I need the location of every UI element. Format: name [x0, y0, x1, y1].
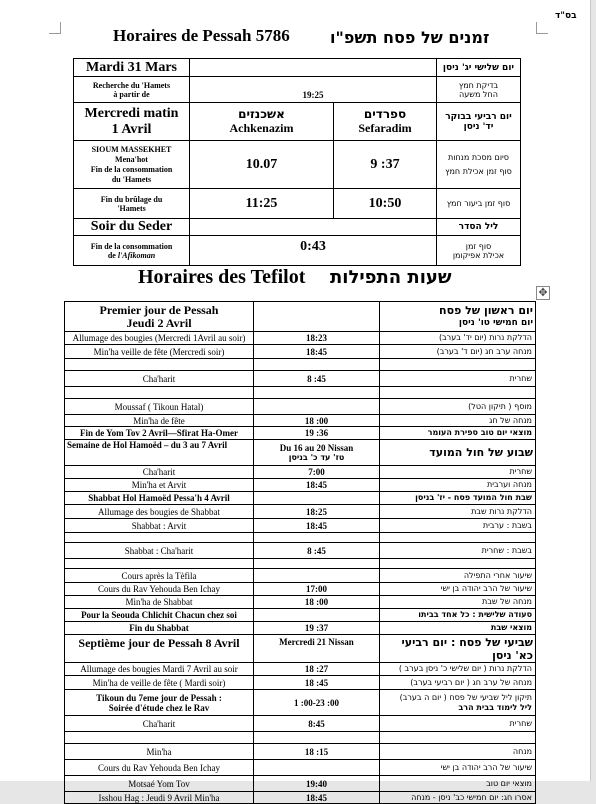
row-label-fr: Shabbat : Arvit [65, 519, 254, 533]
burning-fr: Fin du brûlage du 'Hamets [74, 189, 190, 219]
table-row [65, 345, 536, 359]
row-label-he: מנחה ערב חג (יום ד' בערב) [380, 345, 536, 359]
page-title-he: זמנים של פסח תשפ"ו [330, 28, 490, 47]
row-label-he: שיעור של הרב יהודה בן ישי [380, 760, 536, 776]
table-row [65, 505, 536, 519]
row-label-fr: Motsaé Yom Tov [65, 776, 254, 792]
row-time [254, 609, 380, 622]
hamets-search-fr: Recherche du 'Hamets à partir de [74, 77, 190, 103]
row-label-he: מנחה וערבית [380, 479, 536, 492]
row-label-fr: Min'ha de fête [65, 415, 254, 427]
row-label-he: הדלקת נרות ( יום שלישי כ' ניסן בערב ) [380, 663, 536, 676]
row-label-he [380, 559, 536, 569]
row-time: 18:25 [254, 505, 380, 519]
row-label-fr [65, 559, 254, 569]
row-label-fr [65, 359, 254, 371]
table-row [74, 77, 521, 103]
table-row [65, 466, 536, 479]
row-label-fr: Tikoun du 7eme jour de Pessah : Soirée d'étude chez le Rav [65, 690, 254, 716]
row-time [254, 387, 380, 399]
tefilot-table [64, 301, 536, 804]
row-label-fr: Min'ha et Arvit [65, 479, 254, 492]
row-time: 8 :45 [254, 371, 380, 387]
burning-ashk-time: 11:25 [190, 189, 334, 219]
row-label-fr: Allumage des bougies Mardi 7 Avril au soir [65, 663, 254, 676]
row-label-fr [65, 533, 254, 543]
first-day-rows [65, 332, 536, 440]
section-title-fr: Horaires des Tefilot [138, 266, 306, 288]
hol-hamoed-he: שבוע של חול המועד [380, 440, 536, 466]
section-title-he: שעות התפילות [330, 267, 452, 288]
section-header-row [65, 635, 536, 663]
hol-hamoed-dates: Du 16 au 20 Nissan טז' עד כ' בניסן [254, 440, 380, 466]
siyum-fr: SIOUM MASSEKHET Mena'hot Fin de la consommation du 'Hamets [74, 141, 190, 189]
row-label-he: מוצאי שבת [380, 622, 536, 635]
row-label-he: תיקון ליל שביעי של פסח ( יום ה בערב) ליל לימוד בבית הרב [380, 690, 536, 716]
table-row [65, 690, 536, 716]
row-label-he: מוצאי יום טוב ספירת העומר [380, 427, 536, 440]
row-time: 17:00 [254, 583, 380, 596]
row-time: 18:45 [254, 792, 380, 804]
row-time: 18:45 [254, 345, 380, 359]
table-row [65, 792, 536, 804]
row-label-fr [65, 732, 254, 744]
row-time: 18 :00 [254, 415, 380, 427]
row-label-he: סעודה שלישית : כל אחד בביתו [380, 609, 536, 622]
seventh-day-fr: Septième jour de Pessah 8 Avril [65, 635, 254, 663]
row-label-fr: Allumage des bougies de Shabbat [65, 505, 254, 519]
row-label-fr: Pour la Seouda Chlichit Chacun chez soi [65, 609, 254, 622]
table-row [65, 479, 536, 492]
table-row [65, 543, 536, 559]
row-time [254, 559, 380, 569]
siyum-ashk-time: 10.07 [190, 141, 334, 189]
row-label-he: מנחה [380, 744, 536, 760]
bsd-mark: בס"ד [555, 11, 577, 21]
row-time: 8:45 [254, 716, 380, 732]
table-row [65, 744, 536, 760]
day-fr: Mardi 31 Mars [74, 59, 190, 77]
wednesday-he: יום רביעי בבוקר יד' ניסן [437, 103, 521, 141]
seventh-day-he: שביעי של פסח : יום רביעי כא' ניסן [380, 635, 536, 663]
table-row [74, 189, 521, 219]
seventh-day-date: Mercredi 21 Nissan [254, 635, 380, 663]
row-label-fr: Allumage des bougies (Mercredi 1Avril au soir) [65, 332, 254, 345]
table-row [65, 427, 536, 440]
corner-crop-mark [536, 33, 548, 34]
row-label-he [380, 533, 536, 543]
hamets-search-time: 19:25 [190, 77, 437, 103]
row-label-fr: Min'ha de Shabbat [65, 596, 254, 609]
table-row [65, 596, 536, 609]
afikoman-he: סוף זמן אכילת אפיקומן [437, 236, 521, 266]
row-label-he: בשבת : ערבית [380, 519, 536, 533]
row-time [254, 492, 380, 505]
wednesday-fr: Mercredi matin 1 Avril [74, 103, 190, 141]
row-label-he: שבת חול המועד פסח - יז' בניסן [380, 492, 536, 505]
seder-fr: Soir du Seder [74, 219, 190, 236]
row-label-he: מנחה של חג [380, 415, 536, 427]
row-label-he: מנחה של ערב חג ( יום רביעי בערב) [380, 676, 536, 690]
row-label-fr: Cha'harit [65, 716, 254, 732]
table-row [65, 663, 536, 676]
first-day-fr: Premier jour de Pessah Jeudi 2 Avril [65, 302, 254, 332]
row-label-fr: Cours du Rav Yehouda Ben Ichay [65, 583, 254, 596]
table-row [74, 141, 521, 189]
afikoman-fr: Fin de la consommation de l'Afikoman [74, 236, 190, 266]
row-label-he: הדלקת נרות (יום יד' בערב) [380, 332, 536, 345]
row-time: 7:00 [254, 466, 380, 479]
row-label-he: שיעור אחרי התפילה [380, 569, 536, 583]
table-row [65, 716, 536, 732]
burning-he: סוף זמן ביעור חמץ [437, 189, 521, 219]
seder-he: ליל הסדר [437, 219, 521, 236]
first-day-he: יום ראשון של פסח יום חמישי טו' ניסן [380, 302, 536, 332]
row-label-fr: Fin de Yom Tov 2 Avril—Sfirat Ha-Omer [65, 427, 254, 440]
corner-crop-mark [49, 33, 61, 34]
sefaradim-header: ספרדים Sefaradim [334, 103, 437, 141]
row-label-fr: Cha'harit [65, 466, 254, 479]
row-label-he: מנחה של שבת [380, 596, 536, 609]
table-row [65, 399, 536, 415]
table-row [74, 103, 521, 141]
table-row [65, 519, 536, 533]
row-label-he: מוצאי יום טוב [380, 776, 536, 792]
row-time: 18 :45 [254, 676, 380, 690]
table-move-handle-icon[interactable]: ✥ [536, 286, 550, 300]
seventh-day-rows [65, 663, 536, 804]
row-time: 19:40 [254, 776, 380, 792]
row-time: 18:45 [254, 479, 380, 492]
page-title-fr: Horaires de Pessah 5786 [113, 26, 290, 45]
afikoman-time: 0:43 [190, 236, 437, 266]
row-label-fr: Shabbat Hol Hamoëd Pessa'h 4 Avril [65, 492, 254, 505]
table-row [74, 59, 521, 77]
row-label-he [380, 359, 536, 371]
burning-seph-time: 10:50 [334, 189, 437, 219]
row-label-fr: Moussaf ( Tikoun Hatal) [65, 399, 254, 415]
table-row [65, 676, 536, 690]
row-time: 8 :45 [254, 543, 380, 559]
row-label-fr: Fin du Shabbat [65, 622, 254, 635]
table-row [65, 776, 536, 792]
hol-hamoed-rows [65, 466, 536, 635]
siyum-seph-time: 9 :37 [334, 141, 437, 189]
table-row [65, 622, 536, 635]
table-row [65, 569, 536, 583]
section-header-row [65, 302, 536, 332]
table-row [65, 732, 536, 744]
row-time [254, 732, 380, 744]
row-label-he: מוסף ( תיקון הטל) [380, 399, 536, 415]
row-label-fr: Shabbat : Cha'harit [65, 543, 254, 559]
table-row [74, 236, 521, 266]
row-time: 18:23 [254, 332, 380, 345]
row-time [254, 533, 380, 543]
row-time [254, 399, 380, 415]
siyum-he: סיום מסכת מנחות סוף זמן אכילת חמץ [437, 141, 521, 189]
table-row [74, 219, 521, 236]
hamets-search-he: בדיקת חמץ החל משעה [437, 77, 521, 103]
section-header-row [65, 440, 536, 466]
row-time: 19 :36 [254, 427, 380, 440]
day-he: יום שלישי יג' ניסן [437, 59, 521, 77]
table-row [65, 332, 536, 345]
row-label-he: שיעור של הרב יהודה בן ישי [380, 583, 536, 596]
table-row [65, 371, 536, 387]
ashkenazim-header: אשכנזים Achkenazim [190, 103, 334, 141]
row-time: 1 :00-23 :00 [254, 690, 380, 716]
pessah-times-table [73, 58, 521, 266]
table-row [65, 559, 536, 569]
row-label-he: הדלקת נרות שבת [380, 505, 536, 519]
row-label-fr: Cha'harit [65, 371, 254, 387]
table-row [65, 760, 536, 776]
row-label-fr [65, 387, 254, 399]
row-label-he: שחרית [380, 716, 536, 732]
row-label-he: בשבת : שחרית [380, 543, 536, 559]
row-time: 18 :00 [254, 596, 380, 609]
table-row [65, 533, 536, 543]
row-time: 18 :15 [254, 744, 380, 760]
row-label-fr: Cours après la Tèfila [65, 569, 254, 583]
row-time: 18 :27 [254, 663, 380, 676]
row-time [254, 760, 380, 776]
hol-hamoed-fr: Semaine de Hol Hamoëd – du 3 au 7 Avril [65, 440, 254, 466]
table-row [65, 492, 536, 505]
row-label-fr: Min'ha veille de fête (Mercredi soir) [65, 345, 254, 359]
row-label-fr: Cours du Rav Yehouda Ben Ichay [65, 760, 254, 776]
row-label-fr: Min'ha de veille de fête ( Mardi soir) [65, 676, 254, 690]
row-label-fr: Isshou Hag : Jeudi 9 Avril Min'ha [65, 792, 254, 804]
empty-cell [190, 59, 437, 77]
table-row [65, 387, 536, 399]
row-label-he [380, 387, 536, 399]
row-time [254, 359, 380, 371]
row-time [254, 569, 380, 583]
row-time: 18:45 [254, 519, 380, 533]
row-label-fr: Min'ha [65, 744, 254, 760]
row-label-he [380, 732, 536, 744]
table-row [65, 415, 536, 427]
table-row [65, 359, 536, 371]
row-label-he: אסרו חג: יום חמישי כב' ניסן - מנחה [380, 792, 536, 804]
table-row [65, 583, 536, 596]
empty-cell [190, 219, 437, 236]
row-label-he: שחרית [380, 371, 536, 387]
row-time: 19 :37 [254, 622, 380, 635]
table-row [65, 609, 536, 622]
row-label-he: שחרית [380, 466, 536, 479]
empty-cell [254, 302, 380, 332]
